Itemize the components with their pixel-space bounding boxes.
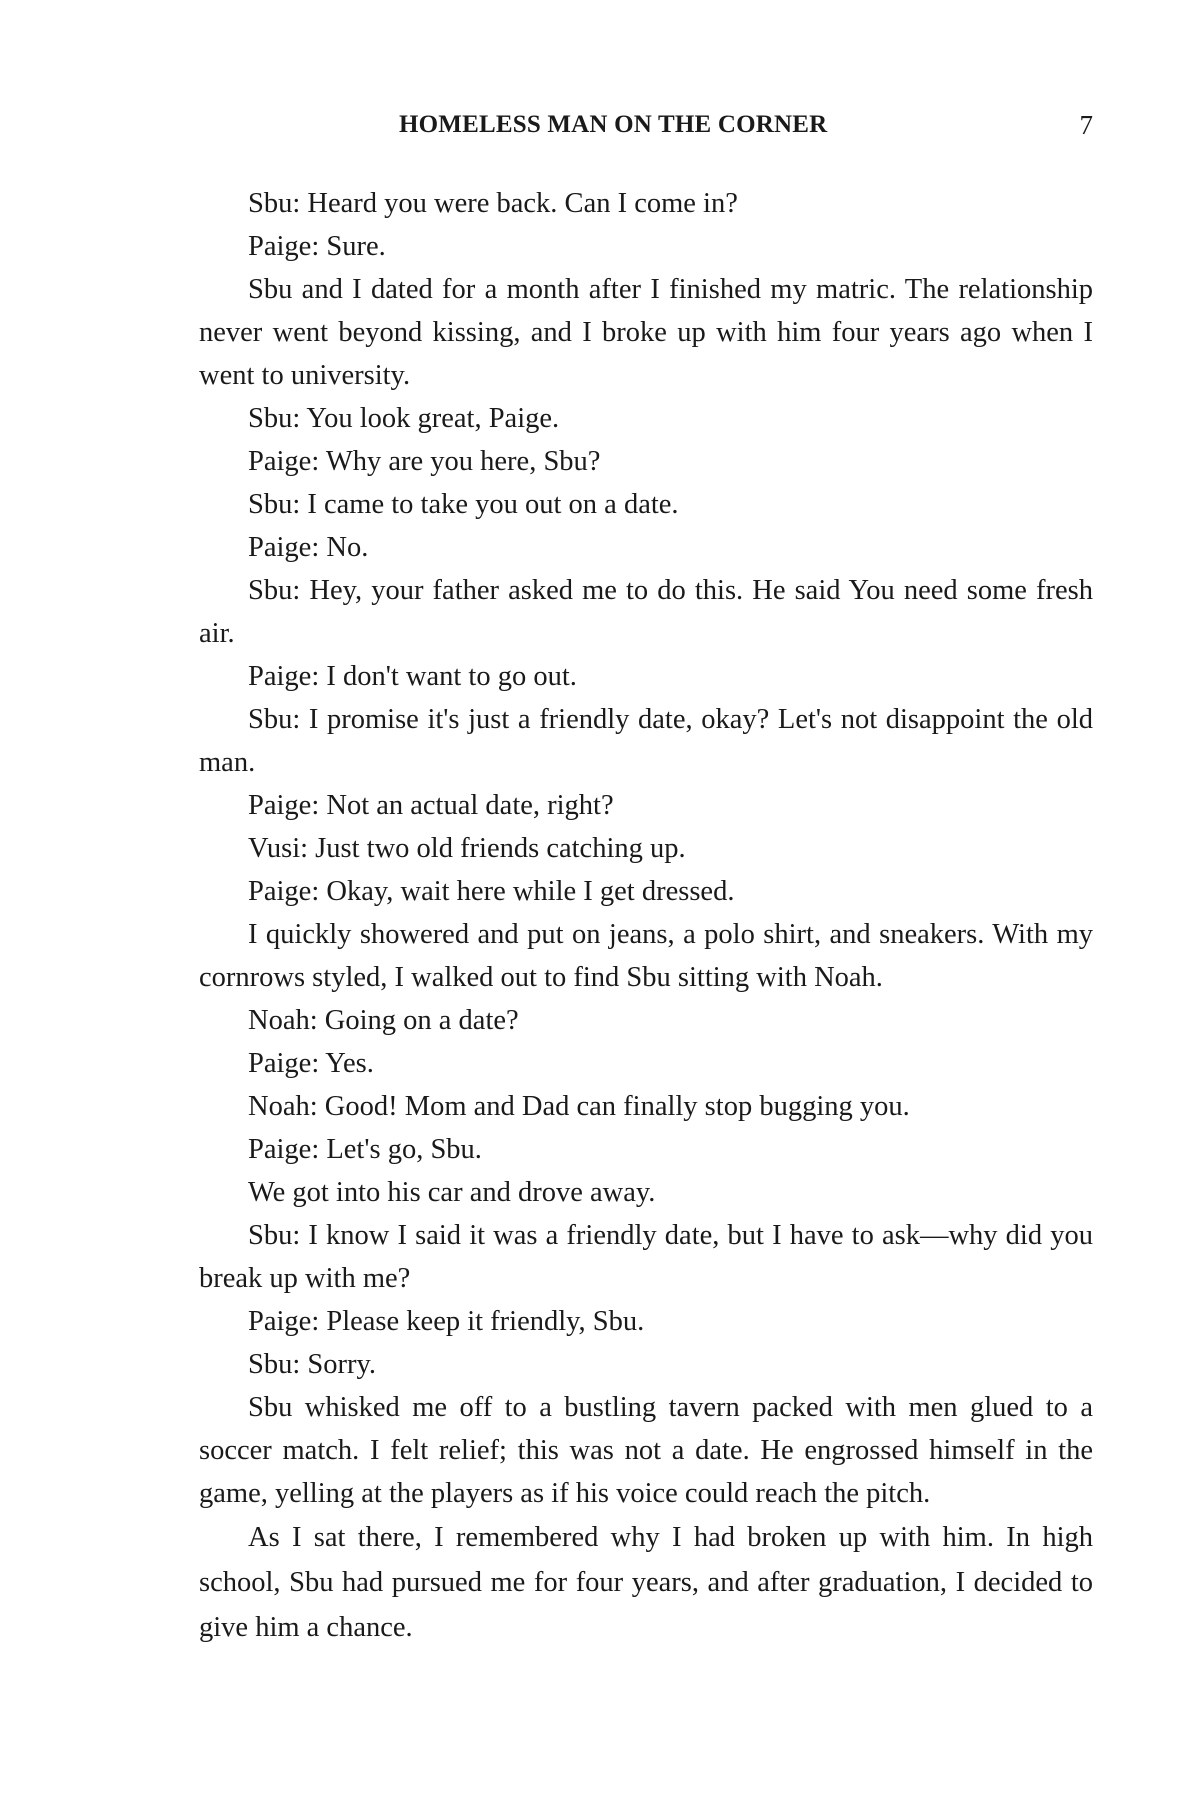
- paragraph: Sbu: I promise it's just a friendly date, okay? Let's not disappoint the old man.: [199, 704, 1093, 778]
- paragraph: We got into his car and drove away.: [248, 1177, 656, 1208]
- paragraph: Noah: Good! Mom and Dad can finally stop bugging you.: [248, 1091, 910, 1122]
- paragraph: Paige: I don't want to go out.: [248, 661, 577, 692]
- paragraph: Sbu: I came to take you out on a date.: [248, 489, 679, 520]
- paragraph: As I sat there, I remembered why I had broken up with him. In high school, Sbu had pursued me for four years, and after graduation, I decided to give him a chance.: [199, 1522, 1093, 1643]
- paragraph: Paige: Why are you here, Sbu?: [248, 446, 601, 477]
- paragraph: Paige: Not an actual date, right?: [248, 790, 614, 821]
- paragraph: Paige: Okay, wait here while I get dressed.: [248, 876, 735, 907]
- paragraph: Sbu: You look great, Paige.: [248, 403, 560, 434]
- paragraph: Paige: Please keep it friendly, Sbu.: [248, 1306, 645, 1337]
- paragraph: Paige: Yes.: [248, 1048, 374, 1079]
- paragraph: Paige: Let's go, Sbu.: [248, 1134, 482, 1165]
- paragraph: Noah: Going on a date?: [248, 1005, 519, 1036]
- page-number: 7: [1079, 110, 1093, 140]
- paragraph: Vusi: Just two old friends catching up.: [248, 833, 686, 864]
- paragraph: Sbu whisked me off to a bustling tavern packed with men glued to a soccer match. I felt relief; this was not a date. He engrossed himself in the game, yelling at the players as if his voice could reach the pitch.: [199, 1392, 1093, 1509]
- paragraph: Sbu and I dated for a month after I finished my matric. The relationship never went beyond kissing, and I broke up with him four years ago when I went to university.: [199, 274, 1093, 391]
- paragraph: Sbu: Hey, your father asked me to do this. He said You need some fresh air.: [199, 575, 1093, 649]
- body-text: [199, 182, 1093, 1650]
- paragraph: Paige: Sure.: [248, 231, 386, 262]
- paragraph: Sbu: Heard you were back. Can I come in?: [248, 188, 738, 219]
- paragraph: I quickly showered and put on jeans, a polo shirt, and sneakers. With my cornrows styled, I walked out to find Sbu sitting with Noah.: [199, 919, 1093, 993]
- paragraph: Sbu: I know I said it was a friendly date, but I have to ask—why did you break up with me?: [199, 1220, 1093, 1294]
- paragraph: Sbu: Sorry.: [248, 1349, 376, 1380]
- running-title: HOMELESS MAN ON THE CORNER: [399, 111, 828, 138]
- running-header: [199, 108, 1093, 142]
- paragraph: Paige: No.: [248, 532, 369, 563]
